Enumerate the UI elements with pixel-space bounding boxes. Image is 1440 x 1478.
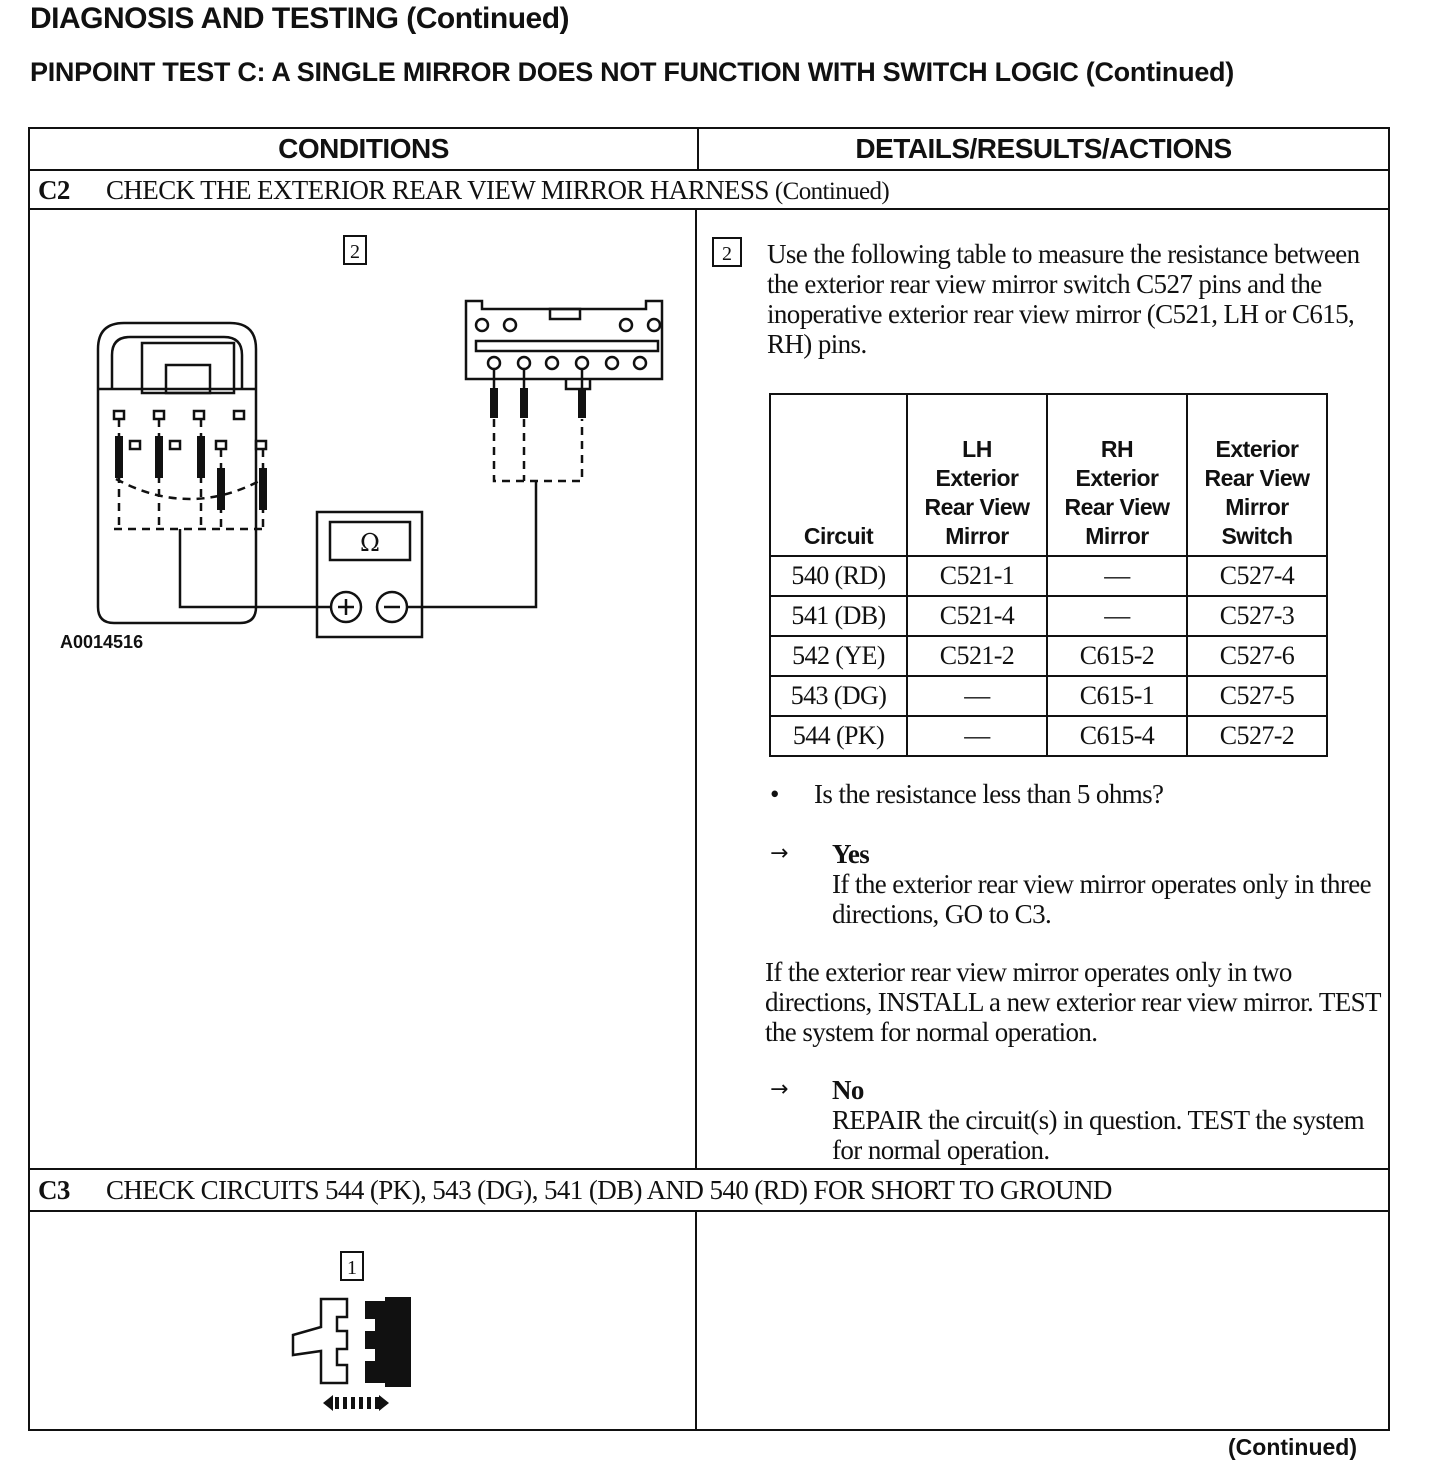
measurement-instruction: Use the following table to measure the resistance between the exterior rear view mirror switch C527 pins and the inoperative exterior rear view mirror (C521, LH or C615, RH) pins. xyxy=(767,239,1360,359)
yes-label: Yes xyxy=(832,839,870,869)
question-text: Is the resistance less than 5 ohms? xyxy=(814,779,1164,809)
table-cell: C527-5 xyxy=(1187,676,1327,716)
table-row xyxy=(770,596,1327,636)
table-header-cell: Exterior Rear View Mirror Switch xyxy=(1187,394,1327,556)
detail-step-number: 2 xyxy=(712,237,742,267)
diagnosis-table xyxy=(28,127,1390,1431)
step-continued: (Continued) xyxy=(774,178,890,205)
table-header-cell: LH Exterior Rear View Mirror xyxy=(907,394,1047,556)
column-divider-c2 xyxy=(695,208,697,1168)
table-cell: C521-2 xyxy=(907,636,1047,676)
table-cell: 544 (PK) xyxy=(770,716,907,756)
table-cell: C521-1 xyxy=(907,556,1047,596)
table-row xyxy=(770,716,1327,756)
column-divider-c3 xyxy=(695,1210,697,1429)
step-c2-title xyxy=(38,175,889,206)
illustration-code: A0014516 xyxy=(60,632,144,652)
arrow-right-icon: → xyxy=(770,841,788,866)
table-cell: 540 (RD) xyxy=(770,556,907,596)
table-header-row xyxy=(770,394,1327,556)
table-cell: C521-4 xyxy=(907,596,1047,636)
table-cell: 543 (DG) xyxy=(770,676,907,716)
c2-end-divider xyxy=(30,1168,1388,1170)
step-title: CHECK CIRCUITS 544 (PK), 543 (DG), 541 (DB) AND 540 (RD) FOR SHORT TO GROUND xyxy=(106,1175,1112,1205)
table-cell: 542 (YE) xyxy=(770,636,907,676)
table-cell: 541 (DB) xyxy=(770,596,907,636)
yes-additional-text: If the exterior rear view mirror operates only in two directions, INSTALL a new exterior rear view mirror. TEST the system for normal operation. xyxy=(765,957,1381,1047)
table-header-cell: RH Exterior Rear View Mirror xyxy=(1047,394,1187,556)
table-cell: C527-6 xyxy=(1187,636,1327,676)
yes-text: If the exterior rear view mirror operates only in three directions, GO to C3. xyxy=(832,869,1371,929)
details-header: DETAILS/RESULTS/ACTIONS xyxy=(855,133,1232,164)
table-row xyxy=(770,636,1327,676)
step-id: C3 xyxy=(38,1175,70,1205)
no-label: No xyxy=(832,1075,864,1105)
answer-yes xyxy=(770,839,1390,929)
arrow-right-icon: → xyxy=(770,1077,788,1102)
pinpoint-test-title: PINPOINT TEST C: A SINGLE MIRROR DOES NOT FUNCTION WITH SWITCH LOGIC (Continued) xyxy=(30,57,1234,87)
connector-disconnect-diagram xyxy=(285,1291,415,1421)
step-title: CHECK THE EXTERIOR REAR VIEW MIRROR HARNESS xyxy=(106,175,769,205)
document-title: DIAGNOSIS AND TESTING (Continued) xyxy=(30,2,570,35)
c3-title-divider xyxy=(30,1210,1388,1212)
c2-title-divider xyxy=(30,208,1388,210)
resistance-table xyxy=(769,393,1328,757)
table-cell: — xyxy=(907,716,1047,756)
table-cell: — xyxy=(1047,556,1187,596)
table-cell: C615-2 xyxy=(1047,636,1187,676)
table-header-cell: Circuit xyxy=(770,394,907,556)
illustration-step-number: 1 xyxy=(340,1251,364,1281)
step-c3-title xyxy=(38,1175,1112,1206)
question xyxy=(770,779,1163,810)
answer-no xyxy=(770,1075,1390,1165)
table-cell: C615-4 xyxy=(1047,716,1187,756)
table-row xyxy=(770,556,1327,596)
continued-footer: (Continued) xyxy=(1228,1434,1358,1460)
table-row xyxy=(770,676,1327,716)
table-cell: C615-1 xyxy=(1047,676,1187,716)
table-cell: C527-2 xyxy=(1187,716,1327,756)
conditions-header: CONDITIONS xyxy=(278,133,449,164)
ohm-symbol: Ω xyxy=(360,529,380,557)
illustration-step-number: 2 xyxy=(343,235,367,265)
resistance-measurement-diagram xyxy=(50,279,690,699)
no-text: REPAIR the circuit(s) in question. TEST the system for normal operation. xyxy=(832,1105,1364,1165)
table-cell: — xyxy=(907,676,1047,716)
table-cell: — xyxy=(1047,596,1187,636)
header-divider xyxy=(30,169,1388,171)
step-id: C2 xyxy=(38,175,70,205)
bullet-icon: • xyxy=(770,779,779,809)
table-cell: C527-4 xyxy=(1187,556,1327,596)
table-cell: C527-3 xyxy=(1187,596,1327,636)
